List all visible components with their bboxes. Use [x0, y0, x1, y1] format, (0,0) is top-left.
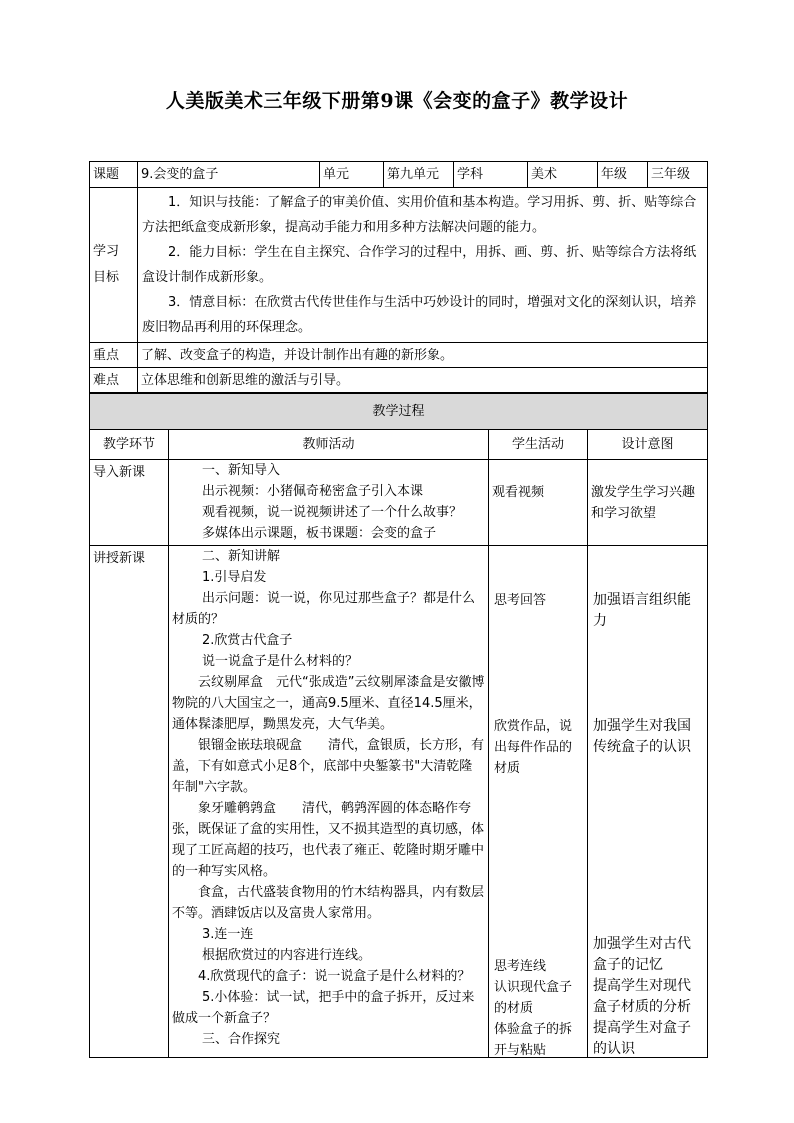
teacher-line: 1.引导启发	[202, 570, 267, 585]
lesson-label: 课题	[90, 162, 138, 188]
subject-value: 美术	[528, 162, 598, 188]
teacher-line: 银镏金嵌珐琅砚盒 清代，盒银质，长方形，有盖，下有如意式小足8个，底部中央錾篆书"大清乾隆年制"六字款。	[172, 738, 485, 795]
design-intent: 加强学生对我国传统盒子的认识	[593, 718, 691, 755]
student-activity: 思考回答	[494, 593, 547, 608]
intro-teacher-line: 出示视频：小猪佩奇秘密盒子引入本课	[202, 484, 424, 499]
goal-item: 2．能力目标：学生在自主探究、合作学习的过程中，用拆、画、剪、折、贴等综合方法将纸盒设计制作成新形象。	[142, 245, 697, 285]
difficulty-value: 立体思维和创新思维的激活与引导。	[138, 368, 708, 393]
lesson-value: 9.会变的盒子	[138, 162, 320, 188]
column-header-teacher: 教师活动	[169, 430, 489, 460]
teacher-line: 3.连一连	[202, 927, 254, 942]
intro-teacher-line: 一、新知导入	[202, 463, 281, 478]
column-header-student: 学生活动	[489, 430, 588, 460]
process-header: 教学过程	[90, 394, 708, 430]
teacher-line: 二、新知讲解	[202, 549, 281, 564]
goal-item: 3．情意目标：在欣赏古代传世佳作与生活中巧妙设计的同时，增强对文化的深刻认识，培养废旧物品再利用的环保理念。	[142, 295, 697, 335]
teacher-line: 2.欣赏古代盒子	[202, 633, 293, 648]
teaching-process-table	[89, 393, 708, 1058]
intro-intent: 激发学生学习兴趣和学习欲望	[588, 460, 708, 546]
key-point-label: 重点	[90, 343, 138, 368]
intro-teacher-line: 观看视频，说一说视频讲述了一个什么故事？	[202, 505, 463, 520]
teach-teacher	[169, 546, 489, 1058]
teacher-line: 食盒，古代盛装食物用的竹木结构器具，内有数层不等。酒肆饭店以及富贵人家常用。	[172, 885, 485, 921]
column-header-intent: 设计意图	[588, 430, 708, 460]
teacher-line: 云纹剔犀盒 元代“张成造”云纹剔犀漆盒是安徽博物院的八大国宝之一，通高9.5厘米、直径14.5厘米，通体髹漆肥厚，黝黑发亮，大气华美。	[172, 675, 485, 732]
teacher-line: 三、合作探究	[202, 1032, 281, 1047]
intro-teacher	[169, 460, 489, 546]
document-title: 人美版美术三年级下册第9课《会变的盒子》教学设计	[165, 90, 629, 112]
teacher-line: 5.小体验：试一试，把手中的盒子拆开，反过来做成一个新盒子？	[172, 990, 475, 1026]
teacher-line: 4.欣赏现代的盒子：说一说盒子是什么材料的？	[198, 969, 471, 984]
goals-label: 学习目标	[90, 188, 138, 343]
student-activity: 欣赏作品，说出每件作品的材质	[494, 719, 573, 776]
subject-label: 学科	[454, 162, 528, 188]
intro-student: 观看视频	[489, 460, 588, 546]
design-intent: 提高学生对盒子的认识	[593, 1020, 691, 1057]
student-activity: 思考连线	[494, 959, 547, 974]
student-activity: 认识现代盒子的材质	[494, 980, 573, 1016]
teacher-line: 象牙雕鹌鹑盒 清代，鹌鹑浑圆的体态略作夸张，既保证了盒的实用性，又不损其造型的真切感，体现了工匠高超的技巧，也代表了雍正、乾隆时期牙雕中的一种写实风格。	[172, 801, 485, 879]
teach-intent	[588, 546, 708, 1058]
teacher-line: 根据欣赏过的内容进行连线。	[202, 948, 372, 963]
teach-stage: 讲授新课	[90, 546, 169, 1058]
goals-content	[138, 188, 708, 343]
intro-stage: 导入新课	[90, 460, 169, 546]
unit-label: 单元	[320, 162, 384, 188]
teacher-line: 出示问题：说一说，你见过那些盒子？都是什么材质的？	[172, 591, 476, 627]
student-activity: 体验盒子的拆开与粘贴	[494, 1022, 573, 1058]
goal-item: 1．知识与技能：了解盒子的审美价值、实用价值和基本构造。学习用拆、剪、折、贴等综合方法把纸盒变成新形象，提高动手能力和用多种方法解决问题的能力。	[142, 195, 697, 235]
key-point-value: 了解、改变盒子的构造，并设计制作出有趣的新形象。	[138, 343, 708, 368]
design-intent: 提高学生对现代盒子材质的分析	[593, 978, 691, 1015]
lesson-info-table	[89, 161, 708, 393]
grade-label: 年级	[598, 162, 648, 188]
intro-teacher-line: 多媒体出示课题，板书课题：会变的盒子	[202, 526, 437, 541]
teach-student	[489, 546, 588, 1058]
teacher-line: 说一说盒子是什么材料的？	[202, 654, 359, 669]
difficulty-label: 难点	[90, 368, 138, 393]
unit-value: 第九单元	[384, 162, 454, 188]
design-intent: 加强语言组织能力	[593, 592, 691, 629]
design-intent: 加强学生对古代盒子的记忆	[593, 936, 691, 973]
column-header-stage: 教学环节	[90, 430, 169, 460]
grade-value: 三年级	[648, 162, 708, 188]
